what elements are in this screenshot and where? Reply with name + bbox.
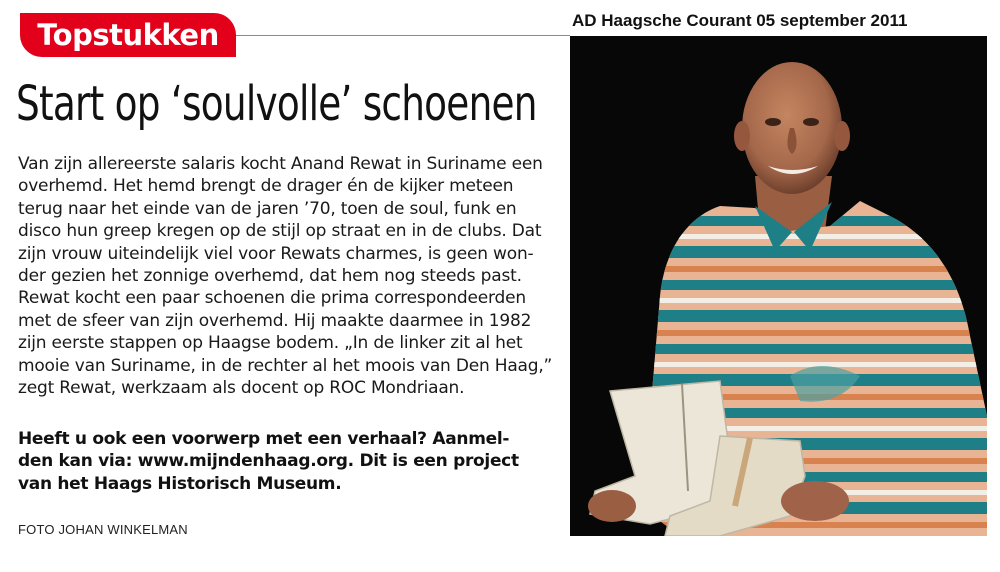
- callout: [18, 428, 558, 495]
- article-body: [18, 153, 558, 399]
- headline: Start op ‘soulvolle’ schoenen: [16, 76, 537, 132]
- body-line: Rewat kocht een paar schoenen die prima correspondeerden: [18, 288, 526, 309]
- body-line: zegt Rewat, werkzaam als docent op ROC Mondriaan.: [18, 378, 465, 399]
- body-line: mooie van Suriname, in de rechter al het moois van Den Haag,”: [18, 355, 553, 376]
- photo-credit: FOTO JOHAN WINKELMAN: [18, 522, 188, 537]
- body-line: der gezien het zonnige overhemd, dat hem nog steeds past.: [18, 266, 522, 287]
- portrait-photo: [570, 36, 987, 536]
- callout-line: Heeft u ook een voorwerp met een verhaal? Aanmel-: [18, 429, 510, 449]
- callout-line: den kan via: www.mijndenhaag.org. Dit is een project: [18, 451, 519, 472]
- body-line: zijn vrouw uiteindelijk viel voor Rewats charmes, is geen won-: [18, 243, 534, 264]
- source-line: AD Haagsche Courant 05 september 2011: [572, 11, 908, 30]
- body-line: overhemd. Het hemd brengt de drager én de kijker meteen: [18, 176, 514, 197]
- callout-line: van het Haags Historisch Museum.: [18, 473, 342, 494]
- body-line: zijn eerste stappen op Haagse bodem. „In de linker zit al het: [18, 333, 523, 354]
- body-line: Van zijn allereerste salaris kocht Anand Rewat in Suriname een: [18, 154, 543, 174]
- body-line: terug naar het einde van de jaren ’70, toen de soul, funk en: [18, 198, 517, 219]
- body-line: met de sfeer van zijn overhemd. Hij maakte daarmee in 1982: [18, 310, 532, 331]
- header-rule: [236, 35, 570, 36]
- portrait-illustration: [570, 36, 987, 536]
- section-tag: Topstukken: [20, 13, 236, 57]
- body-line: disco hun greep kregen op de stijl op straat en in de clubs. Dat: [18, 221, 542, 242]
